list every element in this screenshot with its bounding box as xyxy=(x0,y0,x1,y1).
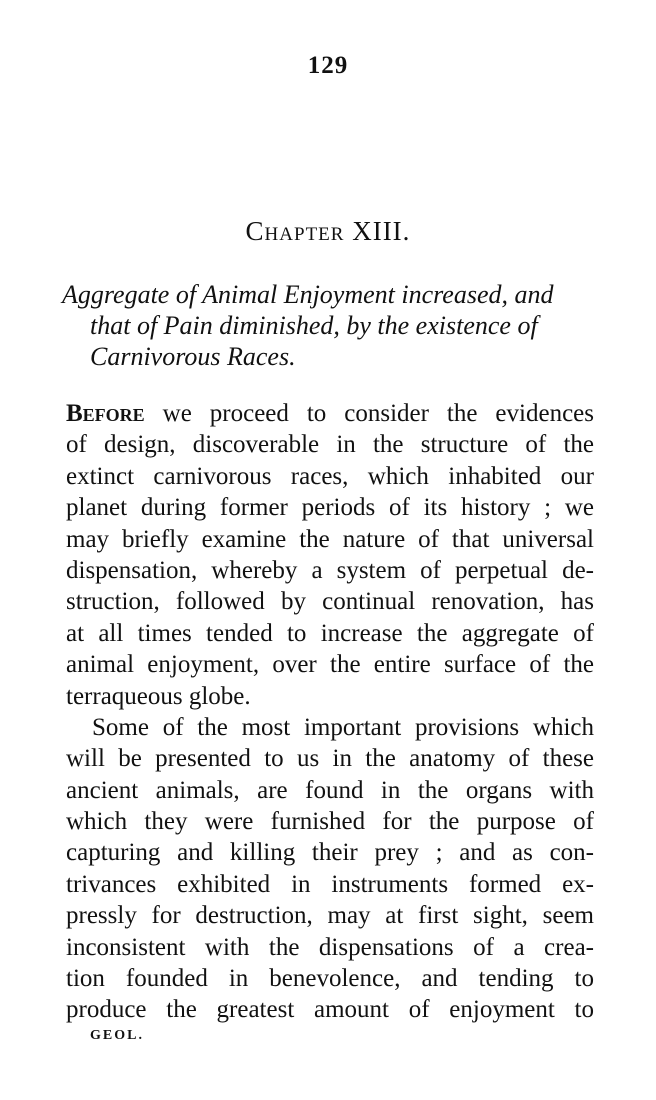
paragraph-line: planet during former periods of its history ; we xyxy=(66,494,594,522)
paragraph-line: produce the greatest amount of enjoyment to xyxy=(66,996,594,1024)
paragraph-lead-word: Before xyxy=(66,400,145,427)
paragraph-line: ancient animals, are found in the organs with xyxy=(66,776,594,804)
chapter-prefix: Chapter xyxy=(245,216,345,246)
paragraph-line: animal enjoyment, over the entire surface of the xyxy=(66,651,594,679)
paragraph-line: inconsistent with the dispensations of a crea- xyxy=(66,933,594,961)
paragraph-line: of design, discoverable in the structure of the xyxy=(66,431,594,459)
chapter-number: XIII. xyxy=(352,216,411,246)
subtitle-line: Carnivorous Races. xyxy=(90,342,296,371)
paragraph-line xyxy=(66,398,594,429)
page-number: 129 xyxy=(307,52,349,79)
paragraph-line: struction, followed by continual renovation, has xyxy=(66,588,594,616)
paragraph-line: trivances exhibited in instruments formed ex- xyxy=(66,870,594,898)
paragraph-first-line-rest: we proceed to consider the evidences xyxy=(144,400,594,427)
subtitle-line: that of Pain diminished, by the existence of xyxy=(90,311,538,340)
body-text xyxy=(66,398,594,1026)
paragraph-line: which they were furnished for the purpose of xyxy=(66,808,594,836)
chapter-subtitle xyxy=(62,279,602,372)
chapter-heading xyxy=(0,216,656,247)
paragraph-line: will be presented to us in the anatomy of these xyxy=(66,745,594,773)
signature-mark: GEOL. xyxy=(90,1028,144,1043)
paragraph-line: capturing and killing their prey ; and as con- xyxy=(66,839,594,867)
paragraph-line: terraqueous globe. xyxy=(66,682,251,710)
paragraph-line: may briefly examine the nature of that universal xyxy=(66,525,594,553)
paragraph-line: dispensation, whereby a system of perpetual de- xyxy=(66,556,594,584)
subtitle-line: Aggregate of Animal Enjoyment increased, and xyxy=(62,280,554,309)
paragraph-line: pressly for destruction, may at first sight, seem xyxy=(66,902,594,930)
paragraph-line: tion founded in benevolence, and tending to xyxy=(66,965,594,993)
paragraph-line: at all times tended to increase the aggregate of xyxy=(66,619,594,647)
paragraph-line: extinct carnivorous races, which inhabited our xyxy=(66,462,594,490)
paragraph-line: Some of the most important provisions which xyxy=(92,713,594,741)
